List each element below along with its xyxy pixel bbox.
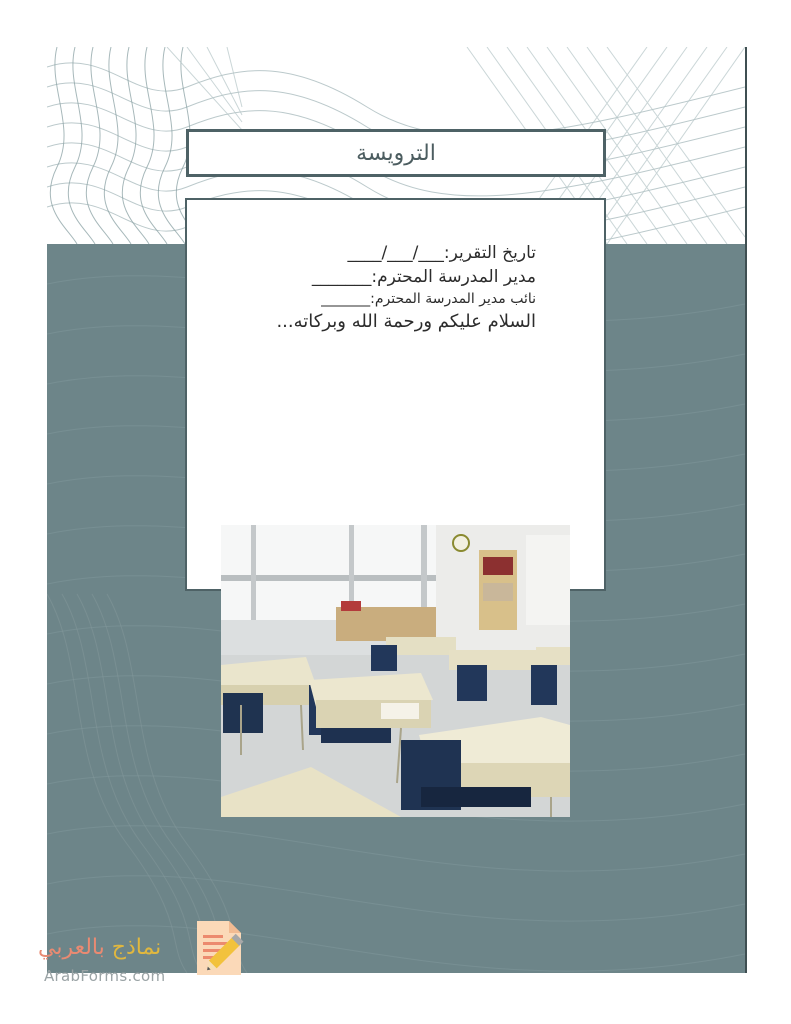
header-title-box bbox=[186, 129, 606, 177]
vice-principal-field[interactable]: نائب مدير المدرسة المحترم:_______ bbox=[321, 290, 536, 307]
logo-word-1: نماذج bbox=[111, 935, 162, 960]
logo-arabic-text bbox=[38, 935, 161, 960]
document-pencil-icon bbox=[195, 919, 245, 977]
header-title: الترويسة bbox=[356, 140, 436, 166]
greeting-text: السلام عليكم ورحمة الله وبركاته... bbox=[276, 311, 536, 333]
logo-english-text: ArabForms.com bbox=[44, 967, 166, 985]
letter-lines bbox=[276, 242, 536, 334]
logo-word-2: بالعربي bbox=[38, 935, 105, 960]
arabforms-logo[interactable] bbox=[30, 915, 250, 990]
classroom-photo bbox=[221, 525, 570, 817]
principal-field[interactable]: مدير المدرسة المحترم:_______ bbox=[311, 266, 536, 287]
report-date-field[interactable]: تاريخ التقرير:___/___/____ bbox=[347, 243, 536, 263]
